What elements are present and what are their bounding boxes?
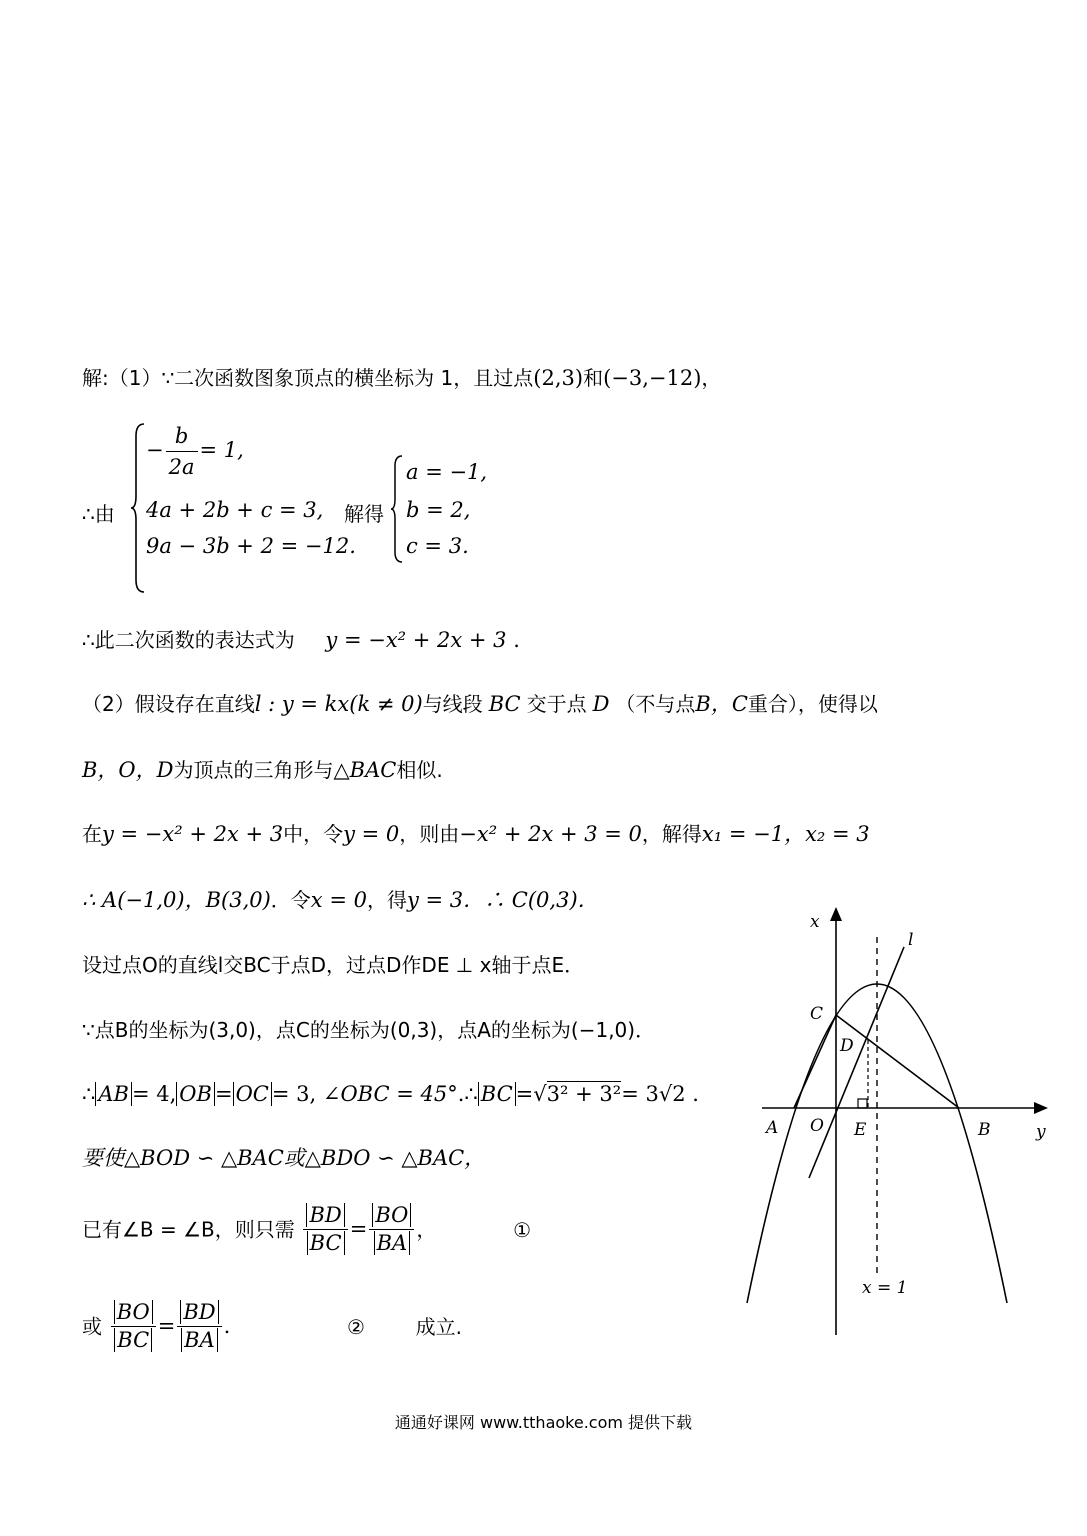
ratio1-suffix: ， (416, 1217, 437, 1242)
roots-in: 在 (82, 822, 102, 846)
equation-system (82, 422, 502, 597)
part2-text-d: （不与点 (615, 692, 696, 716)
expression-formula: y = −x² + 2x + 3 (325, 628, 507, 652)
abs-ob: OB (176, 1082, 215, 1106)
part2-line1 (82, 694, 878, 715)
expression-text: ∴此二次函数的表达式为 (82, 628, 295, 652)
solution-a: a = −1, (406, 460, 488, 484)
equation-3: 9a − 3b + 2 = −12. (146, 534, 356, 558)
solution-b: b = 2, (406, 498, 471, 522)
frac-num-b: b (174, 424, 189, 448)
triangle-bac: △BAC (333, 758, 397, 782)
part2-line2 (82, 760, 443, 781)
root-x2: x₂ = 3 (805, 822, 870, 846)
ratio2-num2: BD (180, 1300, 218, 1324)
left-brace (130, 422, 146, 594)
part2-text-g: 相似. (396, 758, 443, 782)
point-neg3-neg12: (−3,−12) (603, 366, 702, 390)
points-a-b: ∴ A(−1,0)，B(3,0) (82, 888, 271, 912)
ratio1-prefix: 已有∠B = ∠B，则只需 (82, 1217, 295, 1242)
mark-2: ② (347, 1314, 365, 1339)
therefore: .∴ (457, 1082, 478, 1106)
label-y-axis: y (1036, 1122, 1046, 1142)
part2-text-f: 为顶点的三角形与 (173, 758, 334, 782)
part2-text-a: （2）假设存在直线 (82, 692, 255, 716)
equation-1: − $\frac{b}{2a}$ = 1, (146, 424, 244, 479)
roots-line (82, 824, 870, 845)
points-let: ．令 (270, 888, 311, 912)
oc-value: = 3, (271, 1082, 317, 1106)
label-b: B (978, 1120, 991, 1140)
label-a: A (766, 1118, 779, 1138)
ratio2-den1: BC (114, 1328, 152, 1352)
footer-text: 通通好课网 www.tthaoke.com 提供下载 (394, 1413, 693, 1432)
label-x-axis: x (810, 912, 820, 932)
angle-obc: ∠OBC = 45° (322, 1082, 458, 1106)
part2-text-e: 重合），使得以 (747, 692, 878, 716)
abs-ab: AB (95, 1082, 132, 1106)
ratio2-suffix: . (223, 1314, 231, 1338)
points-line (82, 890, 599, 911)
point-d: D (592, 692, 610, 716)
roots-function: y = −x² + 2x + 3 (102, 822, 284, 846)
ratio-condition-1: 已有∠B = ∠B，则只需 $\frac{BD}{BC}$ = $\frac{BO}{BA}$ ， ① (82, 1203, 532, 1255)
line-l (809, 947, 904, 1178)
label-e: E (854, 1120, 867, 1140)
lengths-line: ∴ AB = 4, OB = OC = 3, ∠OBC = 45°.∴ BC =√3² + 3²= 3√2 . (82, 1082, 699, 1106)
line-l-definition: l : y = kx(k ≠ 0) (254, 692, 423, 716)
ratio1-num2: BO (372, 1203, 411, 1227)
coordinates-line: ∵点B的坐标为(3,0)，点C的坐标为(0,3)，点A的坐标为(−1,0)． (82, 1018, 656, 1042)
mark-1: ① (513, 1217, 532, 1242)
and-text: 和 (583, 366, 604, 390)
ratio1-den2: BA (374, 1231, 411, 1255)
label-c: C (810, 1004, 824, 1024)
ratio2-prefix: 或 (82, 1314, 102, 1339)
part2-text-b: 与线段 (422, 692, 483, 716)
right-angle-mark (858, 1099, 867, 1108)
solution-c: c = 3. (406, 534, 469, 558)
segment-bc: BC (488, 692, 521, 716)
parabola-curve (747, 984, 1007, 1303)
ratio1-den1: BC (307, 1231, 345, 1255)
root-x1: x₁ = −1， (701, 822, 806, 846)
ratio-condition-2: 或 $\frac{BO}{BC}$ = $\frac{BD}{BA}$ . ② 成立. (82, 1300, 462, 1352)
roots-mid: 中，令 (283, 822, 344, 846)
points-b-o-d: B，O，D (82, 758, 174, 782)
part2-text-c: 交于点 (526, 692, 587, 716)
ratio2-den2: BA (181, 1328, 218, 1352)
therefore-by: ∴由 (82, 502, 115, 526)
ab-value: = 4, (131, 1082, 177, 1106)
ratio1-num1: BD (306, 1203, 344, 1227)
frac-den-2a: 2a (166, 451, 198, 479)
intro-text: 解:（1）∵二次函数图象顶点的横坐标为 1，且过点 (82, 366, 534, 390)
roots-then: ，则由 (399, 822, 460, 846)
solve-label: 解得 (344, 502, 384, 526)
segment-ac-line (794, 1015, 836, 1108)
points-y3: y = 3 (406, 888, 464, 912)
radicand: 3² + 3² (546, 1082, 622, 1106)
points-b-c: B，C (695, 692, 748, 716)
comma: ， (701, 366, 722, 390)
roots-equation: −x² + 2x + 3 = 0 (459, 822, 642, 846)
equation-2: 4a + 2b + c = 3, (146, 498, 324, 522)
points-get: ，得 (366, 888, 407, 912)
label-axis-x1: x = 1 (862, 1278, 908, 1298)
label-o: O (810, 1116, 824, 1136)
abs-bc: BC (478, 1082, 516, 1106)
roots-solve: ，解得 (641, 822, 702, 846)
solution-brace (390, 454, 404, 564)
abs-oc: OC (233, 1082, 272, 1106)
label-l: l (908, 930, 914, 950)
construction-line: 设过点O的直线l交BC于点D，过点D作DE ⊥ x轴于点E． (82, 953, 585, 977)
point-2-3: (2,3) (533, 366, 584, 390)
bc-equals: = (515, 1082, 534, 1106)
vertical-axis-arrow (830, 907, 842, 921)
parabola-figure (740, 895, 1060, 1345)
ratio2-num1: BO (114, 1300, 153, 1324)
horizontal-axis-arrow (1034, 1102, 1048, 1114)
holds-text: 成立. (415, 1314, 462, 1339)
part1-intro (82, 368, 721, 389)
bc-result: = 3√2 . (621, 1082, 699, 1106)
eq1-rest: = 1, (199, 438, 244, 462)
label-d: D (840, 1036, 854, 1056)
similar-triangles-line: 要使△BOD ∽ △BAC或△BDO ∽ △BAC， (82, 1146, 486, 1170)
point-c: ．∴ C(0,3)． (463, 888, 599, 912)
points-x0: x = 0 (310, 888, 367, 912)
equals: = (214, 1082, 233, 1106)
roots-y0: y = 0 (343, 822, 400, 846)
function-expression: ∴此二次函数的表达式为 y = −x² + 2x + 3 . (82, 628, 520, 652)
